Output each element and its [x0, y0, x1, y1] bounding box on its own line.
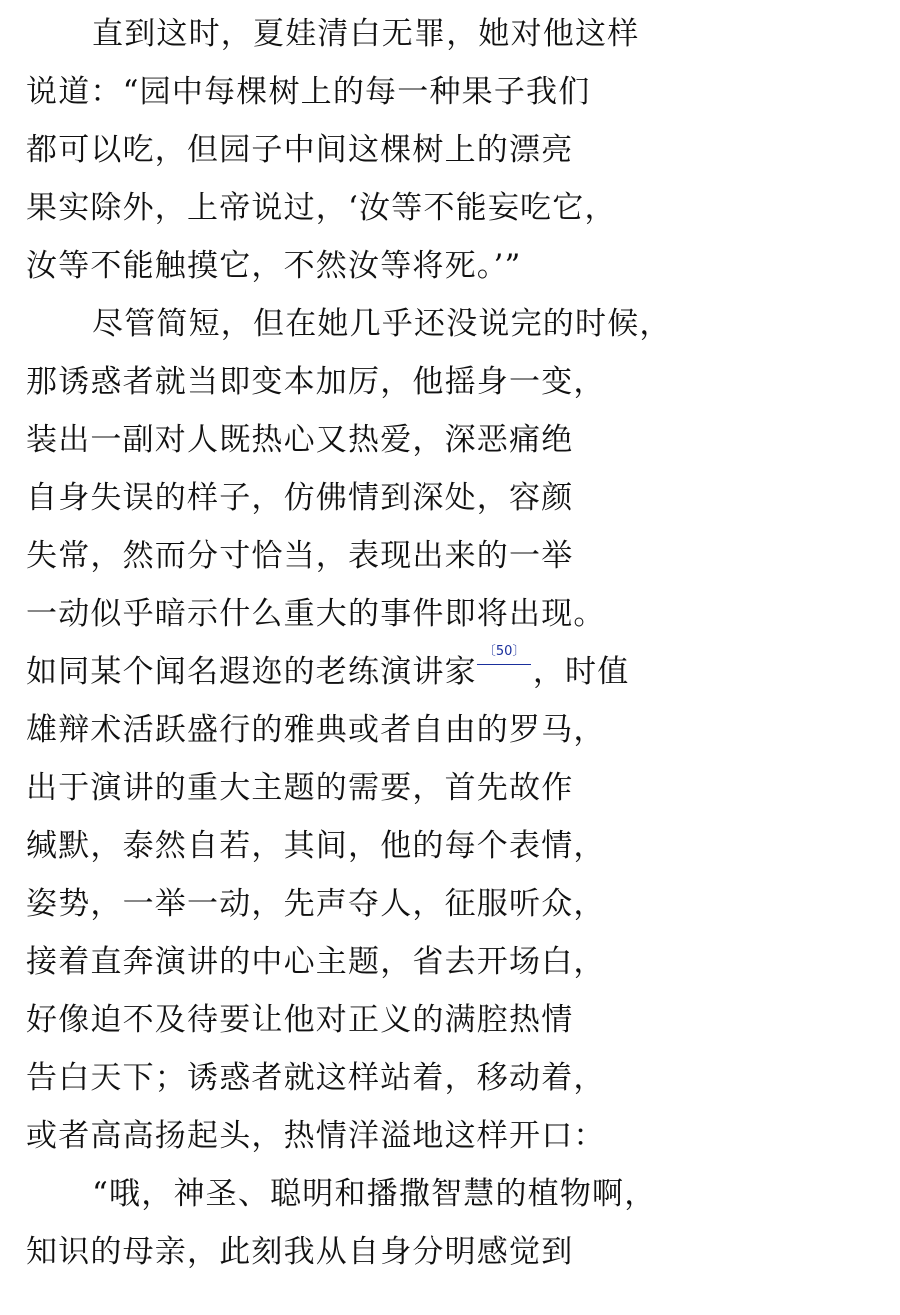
text-line-with-footnote	[26, 644, 630, 692]
text-line: 接着直奔演讲的中心主题，省去开场白，	[26, 944, 606, 980]
text-line: 都可以吃，但园子中间这棵树上的漂亮	[26, 132, 574, 168]
text-line: 说道：“园中每棵树上的每一种果子我们	[26, 74, 591, 110]
text-line: 果实除外，上帝说过，‘汝等不能妄吃它，	[26, 190, 617, 226]
text-line: 雄辩术活跃盛行的雅典或者自由的罗马，	[26, 712, 606, 748]
text-line: 装出一副对人既热心又热爱，深恶痛绝	[26, 422, 574, 458]
text-line: 那诱惑者就当即变本加厉，他摇身一变，	[26, 364, 606, 400]
text-segment: ，时值	[532, 654, 630, 690]
text-segment: 如同某个闻名遐迩的老练演讲家	[26, 654, 477, 690]
text-line: 尽管简短，但在她几乎还没说完的时候，	[92, 306, 672, 342]
text-line: 好像迫不及待要让他对正义的满腔热情	[26, 1002, 574, 1038]
text-line: 自身失误的样子，仿佛情到深处，容颜	[26, 480, 574, 516]
footnote-number: 〔50〕	[482, 644, 526, 659]
text-line: 失常，然而分寸恰当，表现出来的一举	[26, 538, 574, 574]
text-line: 直到这时，夏娃清白无罪，她对他这样	[92, 16, 640, 52]
footnote-underline	[477, 664, 531, 665]
text-line: 出于演讲的重大主题的需要，首先故作	[26, 770, 574, 806]
text-line: 汝等不能触摸它，不然汝等将死。’”	[26, 248, 522, 284]
text-line: 告白天下；诱惑者就这样站着，移动着，	[26, 1060, 606, 1096]
text-line: 知识的母亲，此刻我从自身分明感觉到	[26, 1234, 574, 1270]
text-line: “哦，神圣、聪明和播撒智慧的植物啊，	[92, 1176, 657, 1212]
text-line: 一动似乎暗示什么重大的事件即将出现。	[26, 596, 606, 632]
text-line: 缄默，泰然自若，其间，他的每个表情，	[26, 828, 606, 864]
text-line: 姿势，一举一动，先声夺人，征服听众，	[26, 886, 606, 922]
text-line: 或者高高扬起头，热情洋溢地这样开口：	[26, 1118, 606, 1154]
footnote-link[interactable]	[477, 644, 533, 692]
